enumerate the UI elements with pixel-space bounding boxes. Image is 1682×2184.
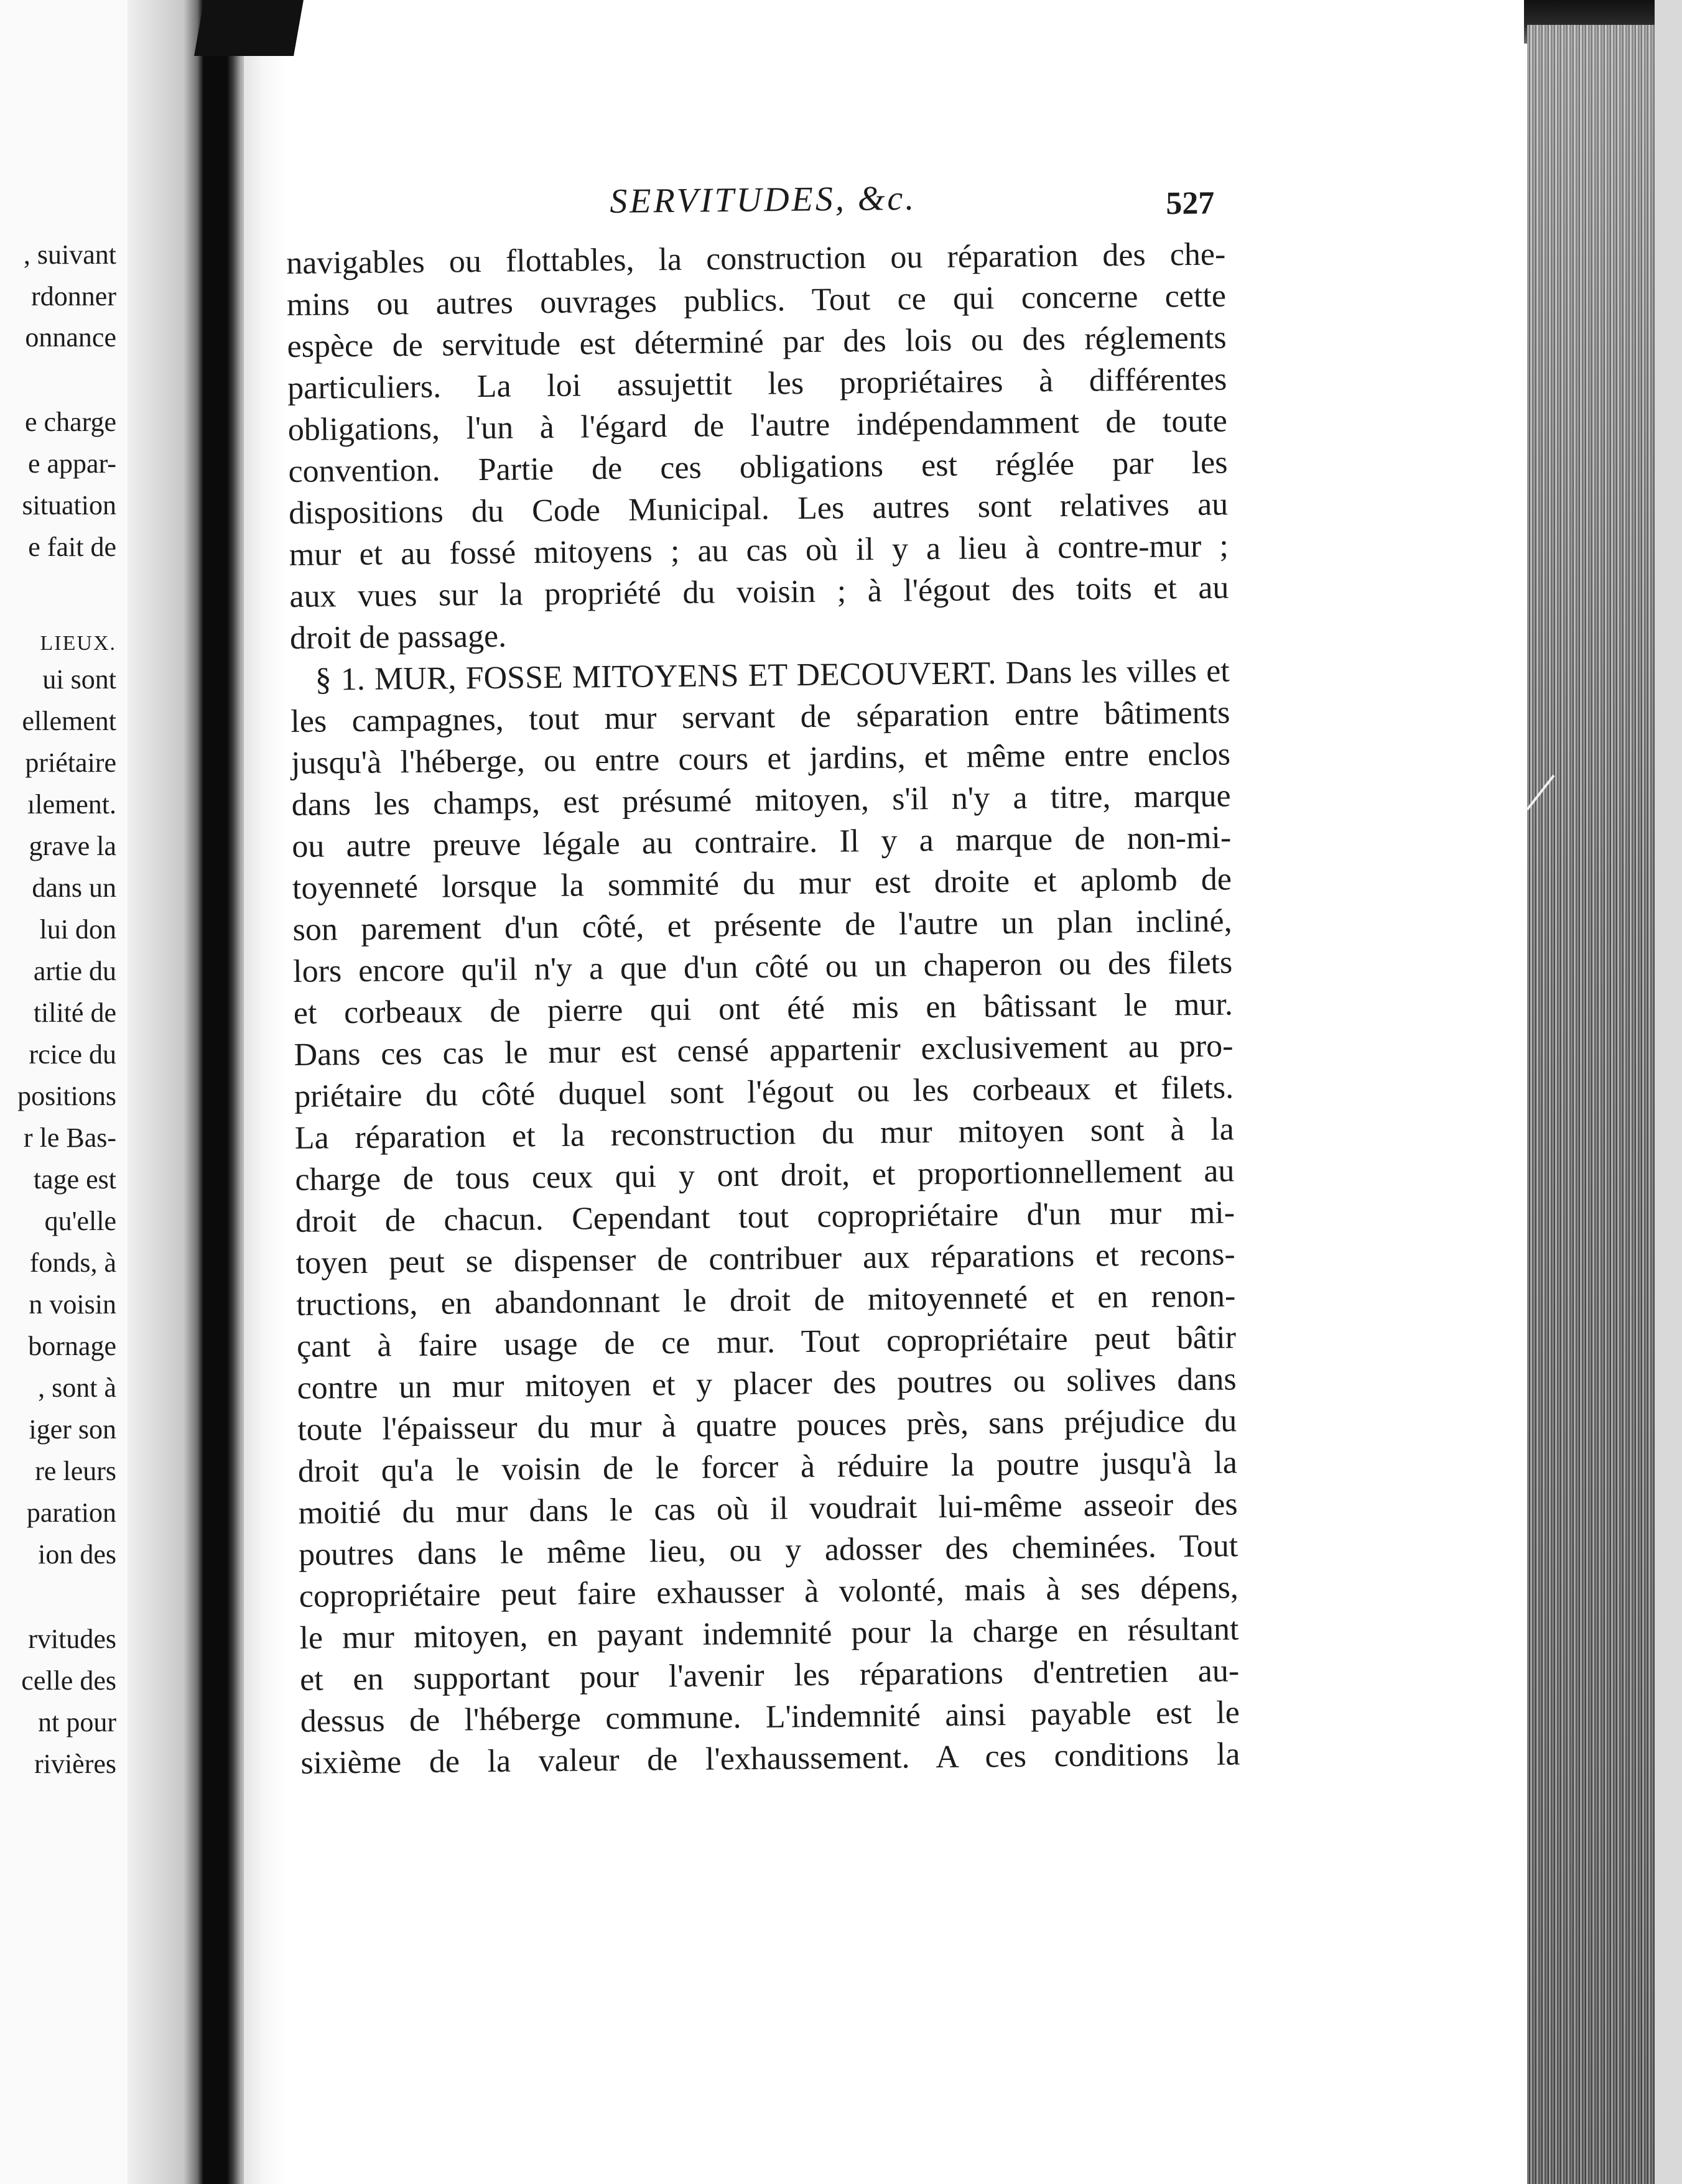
left-line: tage est [33, 1164, 116, 1195]
left-line: paration [26, 1497, 116, 1528]
page-number: 527 [1166, 185, 1215, 221]
text-line: toute l'épaisseur du mur à quatre pouces près, sans préjudice du [297, 1403, 1237, 1448]
left-line: ılement. [27, 789, 116, 820]
text-line: dispositions du Code Municipal. Les autres sont relatives au [288, 486, 1229, 531]
text-line: tructions, en abandonnant le droit de mitoyenneté et en renon- [296, 1278, 1236, 1323]
left-line: r le Bas- [23, 1122, 116, 1153]
text-line: priétaire du côté duquel sont l'égout ou les corbeaux et filets. [294, 1070, 1234, 1114]
left-line: bornage [28, 1331, 116, 1361]
text-line: le mur mitoyen, en payant indemnité pour la charge en résultant [299, 1611, 1239, 1656]
left-line: rvitudes [28, 1624, 116, 1654]
text-line: lors encore qu'il n'y a que d'un côté ou un chaperon ou des filets [292, 945, 1233, 989]
left-line: re leurs [35, 1456, 116, 1486]
text-line: contre un mur mitoyen et y placer des poutres ou solives dans [297, 1361, 1237, 1406]
text-line: La réparation et la reconstruction du mur mitoyen sont à la [294, 1111, 1235, 1156]
text-line: convention. Partie de ces obligations est réglée par les [288, 445, 1228, 489]
left-line: nt pour [38, 1707, 116, 1737]
running-title: SERVITUDES, &c. [610, 178, 917, 221]
text-line: son parement d'un côté, et présente de l'autre un plan incliné, [292, 903, 1232, 948]
left-line: e appar- [27, 448, 116, 479]
left-line: grave la [29, 831, 116, 861]
text-line: jusqu'à l'héberge, ou entre cours et jardins, et même entre enclos [290, 736, 1231, 781]
section-heading-line: § 1. MUR, FOSSE MITOYENS ET DECOUVERT. Dans les villes et [315, 653, 1230, 698]
text-line: espèce de servitude est déterminé par des lois ou des réglements [287, 320, 1227, 364]
left-line: rdonner [31, 281, 116, 312]
left-line: e fait de [28, 532, 116, 562]
text-line: ou autre preuve légale au contraire. Il y a marque de non-mi- [292, 820, 1232, 864]
text-line: aux vues sur la propriété du voisin ; à l'égout des toits et au [289, 570, 1229, 614]
left-line: artie du [33, 956, 116, 986]
gutter-shadow-top [194, 0, 304, 56]
left-line: fonds, à [29, 1247, 116, 1278]
text-line: sixième de la valeur de l'exhaussement. A ces conditions la [300, 1736, 1240, 1781]
left-line: lui don [39, 914, 116, 945]
text-line: charge de tous ceux qui y ont droit, et proportionnellement au [295, 1153, 1235, 1198]
text-line: çant à faire usage de ce mur. Tout copropriétaire peut bâtir [296, 1320, 1237, 1364]
text-line: dessus de l'héberge commune. L'indemnité ainsi payable est le [300, 1695, 1240, 1739]
text-line: droit de chacun. Cependant tout copropriétaire d'un mur mi- [295, 1195, 1235, 1239]
left-line: iger son [29, 1414, 116, 1445]
text-line: dans les champs, est présumé mitoyen, s'il n'y a titre, marque [291, 778, 1231, 823]
outer-margin [1655, 0, 1682, 2184]
left-line: ellement [22, 706, 116, 736]
text-line: et corbeaux de pierre qui ont été mis en bâtissant le mur. [293, 986, 1234, 1031]
left-line: situation [22, 490, 116, 521]
text-line: copropriétaire peut faire exhausser à volonté, mais à ses dépens, [299, 1570, 1239, 1614]
text-line: droit qu'a le voisin de le forcer à réduire la poutre jusqu'à la [297, 1445, 1238, 1489]
left-line: e charge [25, 407, 116, 437]
text-line: particuliers. La loi assujettit les propriétaires à différentes [287, 361, 1227, 406]
text-line: Dans ces cas le mur est censé appartenir exclusivement au pro- [294, 1028, 1234, 1073]
left-line: dans un [32, 872, 116, 903]
text-line: poutres dans le même lieu, ou y adosser des cheminées. Tout [298, 1528, 1238, 1573]
left-line: n voisin [29, 1289, 116, 1320]
left-line: rcice du [29, 1039, 116, 1070]
left-line: ui sont [42, 664, 116, 695]
text-line: toyen peut se dispenser de contribuer aux réparations et recons- [295, 1236, 1235, 1281]
left-line: priétaire [25, 747, 116, 778]
book-gutter [128, 0, 252, 2184]
left-line: rivières [34, 1749, 116, 1779]
body-text [286, 234, 1240, 1784]
text-line: toyenneté lorsque la sommité du mur est droite et aplomb de [292, 861, 1232, 906]
left-line: , sont à [38, 1372, 116, 1403]
left-line: tilité de [33, 997, 116, 1028]
left-line: onnance [25, 322, 116, 353]
left-page-fragment [0, 0, 128, 2184]
left-line: , suivant [23, 239, 116, 270]
text-line: mur et au fossé mitoyens ; au cas où il y a lieu à contre-mur ; [289, 528, 1229, 573]
text-line: obligations, l'un à l'égard de l'autre indépendamment de toute [287, 403, 1228, 448]
text-line: mins ou autres ouvrages publics. Tout ce qui concerne cette [286, 278, 1227, 323]
text-line: navigables ou flottables, la construction ou réparation des che- [286, 236, 1226, 281]
text-line: droit de passage. [289, 618, 507, 656]
left-line: ion des [38, 1539, 116, 1570]
left-line: LIEUX. [40, 632, 116, 655]
text-line: et en supportant pour l'avenir les réparations d'entretien au- [299, 1653, 1240, 1698]
left-line: qu'elle [44, 1206, 116, 1236]
left-line: positions [17, 1081, 116, 1111]
text-line: moitié du mur dans le cas où il voudrait lui-même asseoir des [298, 1486, 1238, 1531]
left-line: celle des [21, 1665, 116, 1696]
text-line: les campagnes, tout mur servant de séparation entre bâtiments [290, 695, 1230, 739]
